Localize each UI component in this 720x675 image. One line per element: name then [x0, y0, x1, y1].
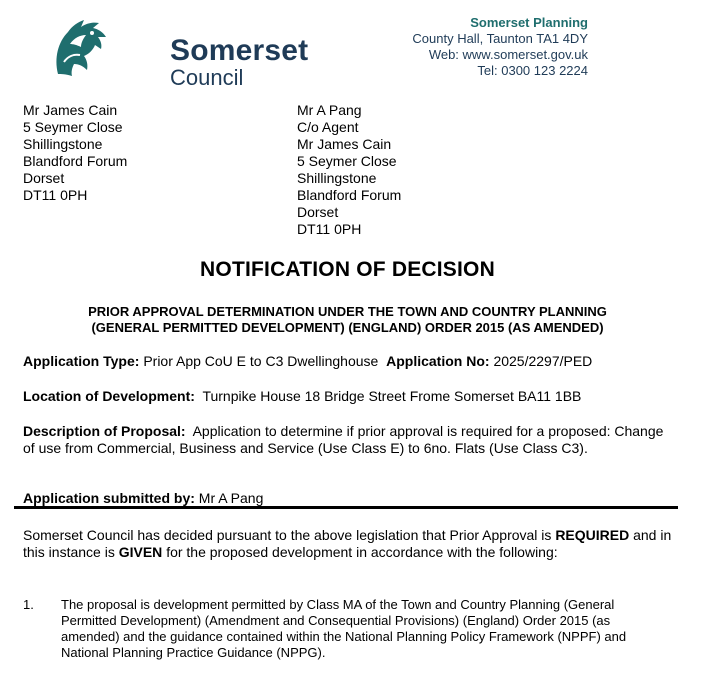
subtitle-line: PRIOR APPROVAL DETERMINATION UNDER THE TOWN AND COUNTRY PLANNING — [88, 304, 607, 319]
submitted-row — [23, 490, 673, 507]
address-line: Dorset — [23, 170, 65, 186]
agent-address — [297, 102, 401, 238]
decision-given: GIVEN — [118, 544, 163, 560]
org-web: Web: www.somerset.gov.uk — [428, 47, 588, 62]
org-tel: Tel: 0300 123 2224 — [477, 63, 588, 78]
location-value: Turnpike House 18 Bridge Street Frome Somerset BA11 1BB — [202, 388, 582, 404]
address-line: Shillingstone — [297, 170, 377, 186]
applicant-address — [23, 102, 127, 204]
divider — [14, 506, 678, 509]
logo-name: Somerset — [170, 34, 309, 67]
page-subtitle — [0, 304, 695, 336]
clause-text: The proposal is development permitted by Class MA of the Town and Country Planning (General Permitted Development) (Amendment and Consequential Provisions) (England) Order 2015 (as amended) and the guidance contained within the National Planning Policy Framework (NPPF) and National Planning Practice Guidance (NPPG). — [61, 597, 627, 660]
address-line: 5 Seymer Close — [23, 119, 123, 135]
address-line: Mr James Cain — [23, 102, 118, 118]
page-title: NOTIFICATION OF DECISION — [200, 258, 495, 281]
address-line: Blandford Forum — [297, 187, 402, 203]
council-logo — [50, 14, 309, 90]
address-line: Mr James Cain — [297, 136, 392, 152]
address-line: 5 Seymer Close — [297, 153, 397, 169]
description-label: Description of Proposal: — [23, 423, 186, 439]
contact-block — [412, 15, 588, 79]
clause-number: 1. — [23, 597, 34, 612]
location-row — [23, 388, 673, 405]
decision-required: REQUIRED — [555, 527, 630, 543]
application-type-row — [23, 353, 673, 370]
application-no-label: Application No: — [386, 353, 490, 369]
decision-part3: for the proposed development in accordance with the following: — [166, 544, 558, 560]
address-line: DT11 0PH — [297, 221, 362, 237]
application-type-label: Application Type: — [23, 353, 140, 369]
decision-part1: Somerset Council has decided pursuant to the above legislation that Prior Approval is — [23, 527, 552, 543]
description-value: Application to determine if prior approval is required for a proposed: Change of use from Commercial, Business and Service (Use Class E) to 6no. Flats (Use Class C3). — [23, 423, 664, 456]
address-line: Blandford Forum — [23, 153, 128, 169]
address-line: DT11 0PH — [23, 187, 88, 203]
decision-part2: and in this instance is — [23, 527, 672, 560]
org-address: County Hall, Taunton TA1 4DY — [412, 31, 588, 46]
address-line: Shillingstone — [23, 136, 103, 152]
address-line: C/o Agent — [297, 119, 359, 135]
logo-sub: Council — [170, 65, 244, 90]
dragon-icon — [50, 14, 110, 80]
address-line: Dorset — [297, 204, 339, 220]
description-row — [23, 423, 673, 457]
submitted-label: Application submitted by: — [23, 490, 195, 506]
decision-text — [23, 527, 673, 561]
address-line: Mr A Pang — [297, 102, 362, 118]
application-type-value: Prior App CoU E to C3 Dwellinghouse — [143, 353, 379, 369]
org-name: Somerset Planning — [470, 15, 588, 30]
location-label: Location of Development: — [23, 388, 195, 404]
application-no-value: 2025/2297/PED — [493, 353, 593, 369]
submitted-value: Mr A Pang — [198, 490, 264, 506]
subtitle-line: (GENERAL PERMITTED DEVELOPMENT) (ENGLAND) ORDER 2015 (AS AMENDED) — [91, 320, 604, 335]
